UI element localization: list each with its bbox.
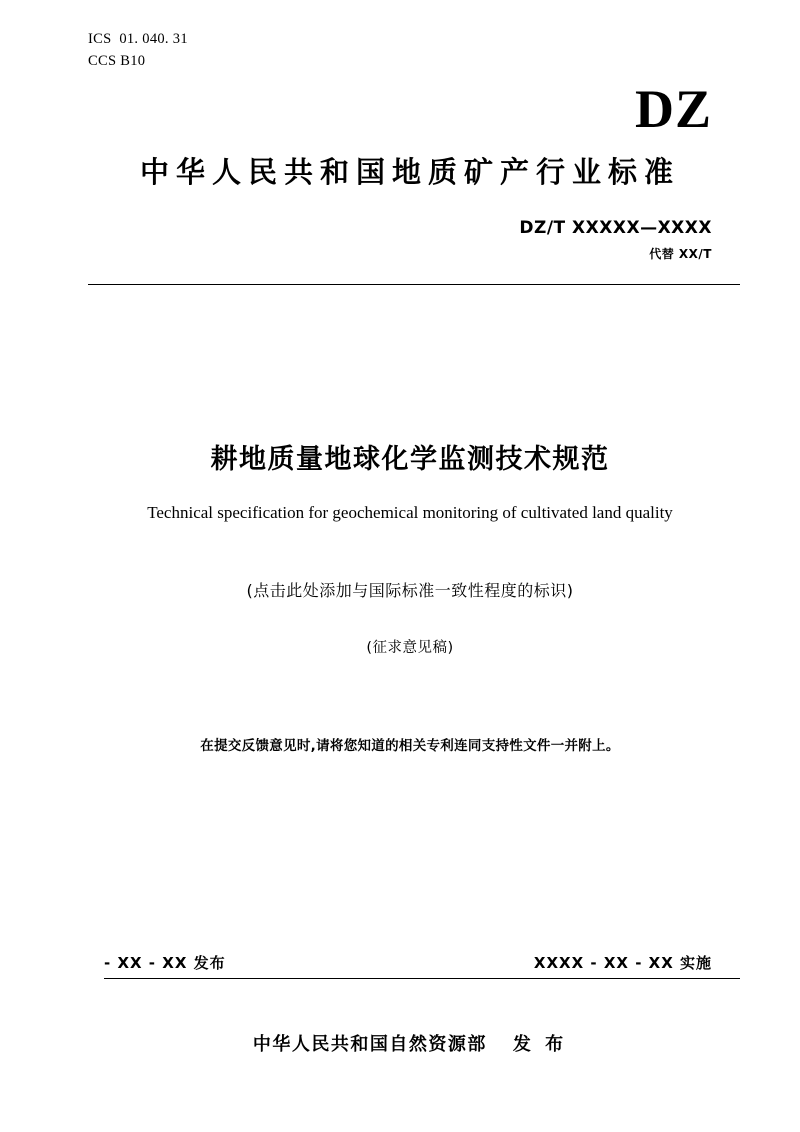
document-title-chinese: 耕地质量地球化学监测技术规范 [210, 444, 610, 475]
publisher-name: 中华人民共和国自然资源部 [252, 1034, 487, 1055]
national-standard-title: 中华人民共和国地质矿产行业标准 [139, 155, 680, 189]
standard-replaces: 代替 XX/T [649, 247, 712, 261]
dz-logo: DZ [634, 79, 712, 139]
classification-codes [88, 28, 188, 72]
patent-notice: 在提交反馈意见时,请将您知道的相关专利连同支持性文件一并附上。 [200, 738, 620, 754]
ccs-code: CCS B10 [88, 53, 146, 69]
ics-code: ICS 01. 040. 31 [88, 31, 188, 47]
standard-number: DZ/T XXXXX—XXXX [519, 218, 712, 238]
international-consistency-note: (点击此处添加与国际标准一致性程度的标识) [246, 581, 574, 600]
publisher-line [80, 1030, 740, 1056]
effective-date: XXXX - XX - XX 实施 [533, 954, 712, 972]
issue-date: - XX - XX 发布 [104, 954, 226, 972]
footer-divider [104, 978, 740, 979]
draft-stage-label: (征求意见稿) [366, 640, 454, 656]
header-divider [88, 284, 740, 285]
publish-word: 发 布 [512, 1034, 568, 1055]
document-title-english: Technical specification for geochemical monitoring of cultivated land quality [147, 503, 673, 522]
